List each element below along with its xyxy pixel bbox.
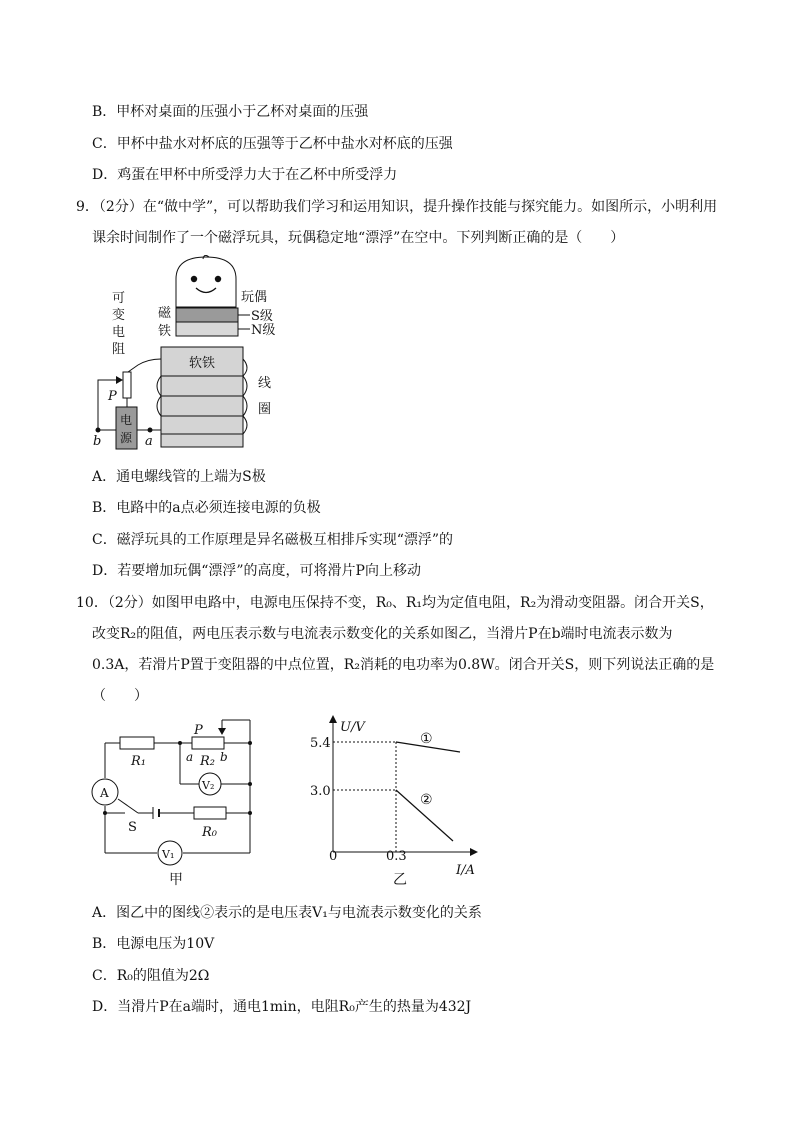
v2-label: V₂ <box>202 779 215 792</box>
rheostat-label-4: 阻 <box>112 342 126 357</box>
terminal-b-label: b <box>93 434 102 449</box>
resistor-r0 <box>194 807 226 819</box>
q10-graph-figure <box>300 712 490 890</box>
rheostat-r2 <box>192 737 224 749</box>
q9-option-a: A．通电螺线管的上端为S极 <box>92 469 266 485</box>
y-tick-5-4: 5.4 <box>310 736 331 751</box>
q8-option-c: C．甲杯中盐水对杯底的压强等于乙杯中盐水对杯底的压强 <box>92 136 453 152</box>
q10-option-a: A．图乙中的图线②表示的是电压表V₁与电流表示数变化的关系 <box>92 905 482 921</box>
coil-label-2: 圈 <box>258 402 272 417</box>
r0-label: R₀ <box>202 825 217 840</box>
wire-to-rheostat <box>128 359 161 372</box>
magnet-label-2: 铁 <box>158 324 172 339</box>
node-right-mid <box>248 782 252 786</box>
q10-option-c: C．R₀的阻值为2Ω <box>92 968 210 984</box>
y-axis-label: U/V <box>340 720 365 735</box>
x-axis-arrow <box>470 848 478 856</box>
curve-2-label: ② <box>420 792 433 808</box>
q9-maglev-figure <box>86 255 306 455</box>
curve-1-label: ① <box>420 731 433 747</box>
power-label-2: 源 <box>120 431 133 445</box>
y-axis-arrow <box>329 715 337 723</box>
rheostat-label-1: 可 <box>112 291 126 306</box>
magnet-label-1: 磁 <box>158 306 172 321</box>
origin-label: 0 <box>329 849 338 864</box>
switch-label: S <box>128 820 137 835</box>
rheostat-label-2: 变 <box>112 308 126 323</box>
doll-label: 玩偶 <box>241 290 268 305</box>
ammeter-label: A <box>100 786 109 800</box>
coil-label-1: 线 <box>258 376 272 391</box>
q10-stem-line-3: 0.3A，若滑片P置于变阻器的中点位置，R₂消耗的电功率为0.8W。闭合开关S，则下列说法正确的是 <box>92 657 715 673</box>
terminal-a-label: a <box>145 434 153 449</box>
end-a-label: a <box>186 750 194 764</box>
wire-b-to-slider <box>98 380 118 430</box>
r1-label: R₁ <box>131 754 146 769</box>
resistor-r1 <box>120 737 154 749</box>
q9-option-b: B．电路中的a点必须连接电源的负极 <box>92 500 321 516</box>
rheostat-label-3: 电 <box>112 325 126 340</box>
x-tick-0-3: 0.3 <box>386 849 407 864</box>
q10-option-b: B．电源电压为10V <box>92 936 215 952</box>
q9-option-c: C．磁浮玩具的工作原理是异名磁极互相排斥实现“漂浮”的 <box>92 532 454 548</box>
node-left <box>103 811 107 815</box>
r2-label: R₂ <box>200 754 215 769</box>
q8-option-b: B．甲杯对桌面的压强小于乙杯对桌面的压强 <box>92 104 369 120</box>
q9-stem-line-1: 9．（2分）在“做中学”，可以帮助我们学习和运用知识，提升操作技能与探究能力。如图所示，小明利用 <box>76 199 718 215</box>
power-label-1: 电 <box>120 413 133 427</box>
n-pole-label: N级 <box>251 323 276 338</box>
doll-body <box>176 257 236 307</box>
node-a <box>178 741 182 745</box>
terminal-a <box>148 428 153 433</box>
terminal-b <box>96 428 101 433</box>
x-axis-label: I/A <box>456 863 475 878</box>
graph-caption: 乙 <box>393 872 407 888</box>
rheostat-slider-arrow <box>218 728 226 735</box>
rheostat <box>123 372 131 398</box>
slider-p-label: P <box>194 723 203 738</box>
q9-option-d: D．若要增加玩偶“漂浮”的高度，可将滑片P向上移动 <box>92 563 421 579</box>
q10-stem-line-1: 10．（2分）如图甲电路中，电源电压保持不变，R₀、R₁均为定值电阻，R₂为滑动变阻器。闭合开关S， <box>76 595 714 611</box>
slider-p-label: P <box>108 389 117 404</box>
soft-iron-label: 软铁 <box>189 356 216 371</box>
end-b-label: b <box>220 750 228 764</box>
switch-s <box>118 799 138 813</box>
q9-stem-line-2: 课余时间制作了一个磁浮玩具，玩偶稳定地“漂浮”在空中。下列判断正确的是（ ） <box>92 230 625 246</box>
q10-stem-line-4: （ ） <box>92 688 148 704</box>
circuit-caption: 甲 <box>169 872 183 888</box>
magnet-s-pole <box>176 308 238 322</box>
node-right-top <box>248 741 252 745</box>
q10-option-d: D．当滑片P在a端时，通电1min，电阻R₀产生的热量为432J <box>92 999 472 1015</box>
q10-circuit-figure <box>90 715 265 890</box>
slider-arrow <box>116 376 123 384</box>
q10-stem-line-2: 改变R₂的阻值，两电压表示数与电流表示数变化的关系如图乙，当滑片P在b端时电流表示数为 <box>92 626 673 642</box>
y-tick-3-0: 3.0 <box>310 784 331 799</box>
magnet-n-pole <box>176 322 238 336</box>
q8-option-d: D．鸡蛋在甲杯中所受浮力大于在乙杯中所受浮力 <box>92 167 398 183</box>
doll-right-eye <box>215 276 221 282</box>
doll-left-eye <box>191 276 197 282</box>
node-right-low <box>248 811 252 815</box>
v1-label: V₁ <box>162 848 175 861</box>
s-pole-label: S级 <box>251 309 273 324</box>
